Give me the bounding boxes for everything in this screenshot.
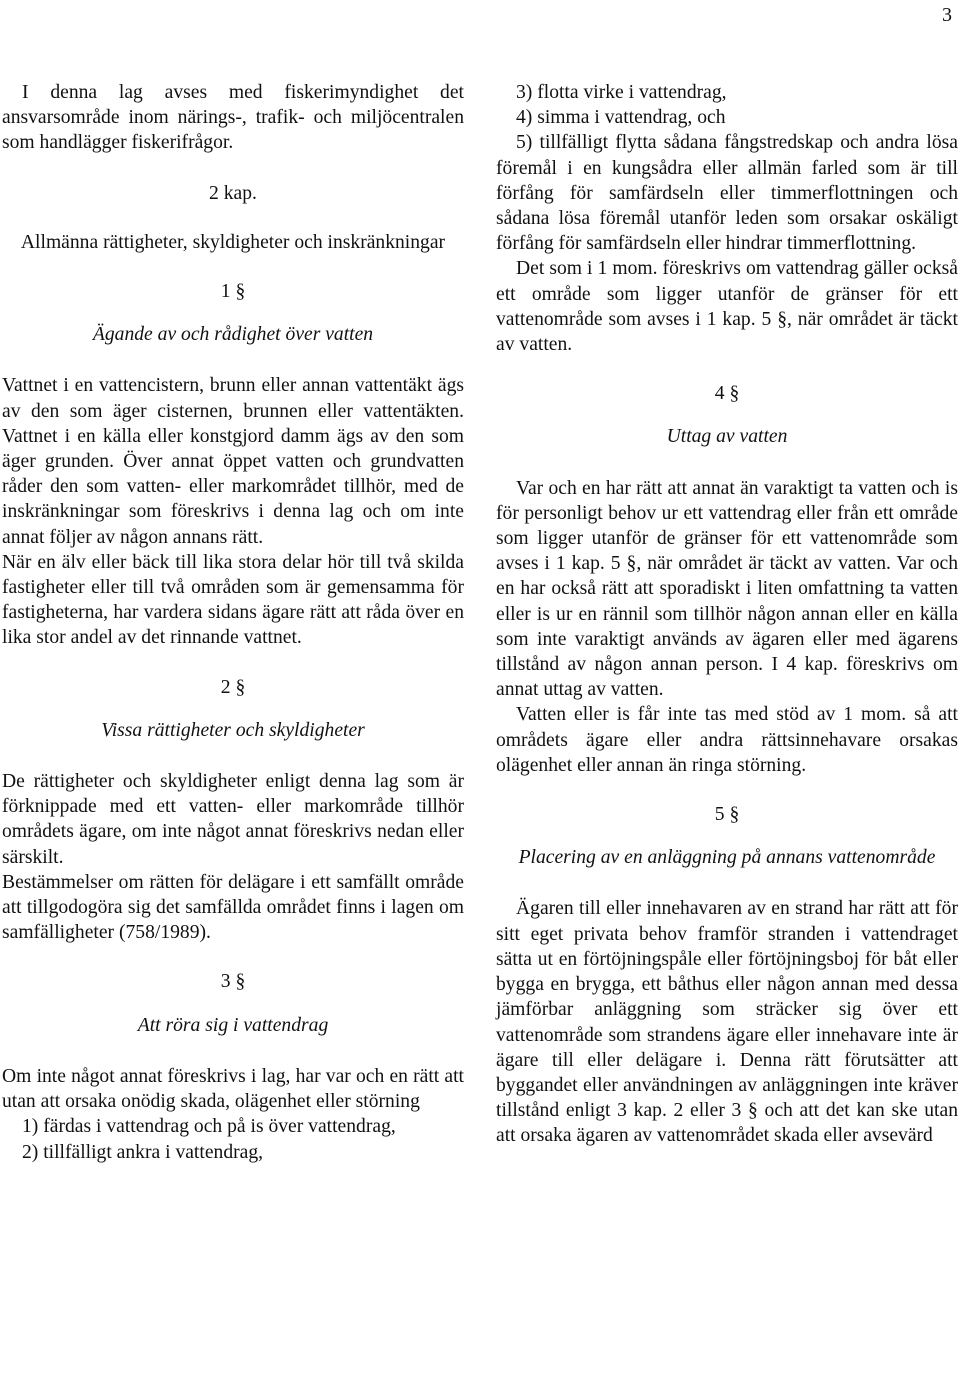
section-2-paragraph-1: De rättigheter och skyldigheter enligt denna lag som är förknippade med ett vatten- eller markområde tillhör områdets ägare, om inte något annat föreskrivs nedan eller särskilt. — [2, 771, 464, 868]
chapter-title: Allmänna rättigheter, skyldigheter och inskränkningar — [20, 231, 446, 253]
page-number: 3 — [942, 4, 952, 26]
section-3-item-3: 3) flotta virke i vattendrag, — [516, 82, 727, 103]
section-3-item-2: 2) tillfälligt ankra i vattendrag, — [22, 1141, 264, 1163]
right-column — [496, 80, 958, 1149]
section-1-title: Ägande av och rådighet över vatten — [92, 324, 374, 346]
section-1-paragraph-1: Vattnet i en vattencistern, brunn eller annan vattentäkt ägs av den som äger cisternen, brunnen eller vattentäkten. Vattnet i en källa eller konstgjord damm ägs av den som äger grunden. Över annat öppet vatten och grundvatten råder den som vatten- eller markområdet tillhör, med de inskränkningar som föreskrivs i denna lag och om inte annat följer av någon annans rätt. — [2, 375, 464, 548]
section-3-item-4: 4) simma i vattendrag, och — [516, 107, 726, 129]
section-5-title: Placering av en anläggning på annans vattenområde — [518, 847, 936, 869]
section-3-paragraph-2: Det som i 1 mom. föreskrivs om vattendrag gäller också ett område som ligger utanför de gränser för ett vattenområde som avses i 1 kap. 5 §, när området är täckt av vatten. — [496, 258, 958, 356]
section-1-paragraph-2: När en älv eller bäck till lika stora delar hör till två skilda fastigheter eller till två områden som är gemensamma för fastigheterna, har vardera sidans ägare rätt att råda över en lika stor andel av det rinnande vattnet. — [2, 551, 464, 649]
section-5-number: 5 § — [714, 804, 740, 826]
section-1-number: 1 § — [220, 281, 246, 303]
section-3-item-1: 1) färdas i vattendrag och på is över vattendrag, — [22, 1116, 396, 1138]
intro-paragraph: I denna lag avses med fiskerimyndighet det ansvarsområde inom närings-, trafik- och miljöcentralen som handlägger fiskerifrågor. — [2, 82, 464, 154]
section-4-paragraph-1: Var och en har rätt att annat än varaktigt ta vatten och is för personligt behov ur ett vattendrag eller från ett område som ligger utanför de gränser för ett vattenområde som avses i 1 kap. 5 §, när området är täckt av vatten. Var och en har också rätt att sporadiskt i liten omfattning ta vatten eller is ur en rännil som tillhör någon annan eller en källa som inte varaktigt används av ägaren eller med ägarens tillstånd av någon annan person. I 4 kap. föreskrivs om annat uttag av vatten. — [496, 477, 958, 701]
section-3-title: Att röra sig i vattendrag — [137, 1014, 329, 1036]
section-4-number: 4 § — [714, 383, 740, 405]
section-4-paragraph-2: Vatten eller is får inte tas med stöd av 1 mom. så att områdets ägare eller andra rättsinnehavare orsakas olägenhet eller annan än ringa störning. — [496, 704, 958, 776]
section-5-paragraph-1: Ägaren till eller innehavaren av en strand har rätt att för sitt eget privata behov framför stranden i vattendraget sätta ut en förtöjningspåle eller förtöjningsboj för båt eller bygga en brygga, ett båthus eller någon annan med dessa jämförbar anläggning som sträcker sig över ett vattenområde som strandens ägare eller innehavare inte är ägare till eller delägare i. Denna rätt förutsätter att byggandet eller användningen av anläggningen inte kräver tillstånd enligt 3 kap. 2 eller 3 § och att det kan ske utan att orsaka ägaren av vattenområdet skada eller avsevärd — [496, 898, 958, 1147]
section-3-item-5: 5) tillfälligt flytta sådana fångstredskap och andra lösa föremål i en kungsådra eller allmän farled som är till förfång för samfärdseln eller timmerflottningen och sådana lösa föremål utanför leden som orsakar oskäligt förfång för samfärdseln eller hindrar timmerflottning. — [496, 132, 958, 255]
section-3-number: 3 § — [220, 971, 246, 993]
section-2-paragraph-2: Bestämmelser om rätten för delägare i ett samfällt område att tillgodogöra sig det samfällda området finns i lagen om samfälligheter (758/1989). — [2, 871, 464, 944]
left-column — [2, 80, 464, 1165]
chapter-heading: 2 kap. — [209, 182, 257, 204]
section-3-paragraph-1: Om inte något annat föreskrivs i lag, har var och en rätt att utan att orsaka onödig skada, olägenhet eller störning — [2, 1065, 464, 1113]
section-2-title: Vissa rättigheter och skyldigheter — [101, 719, 365, 741]
section-2-number: 2 § — [220, 676, 246, 698]
section-4-title: Uttag av vatten — [666, 426, 788, 448]
